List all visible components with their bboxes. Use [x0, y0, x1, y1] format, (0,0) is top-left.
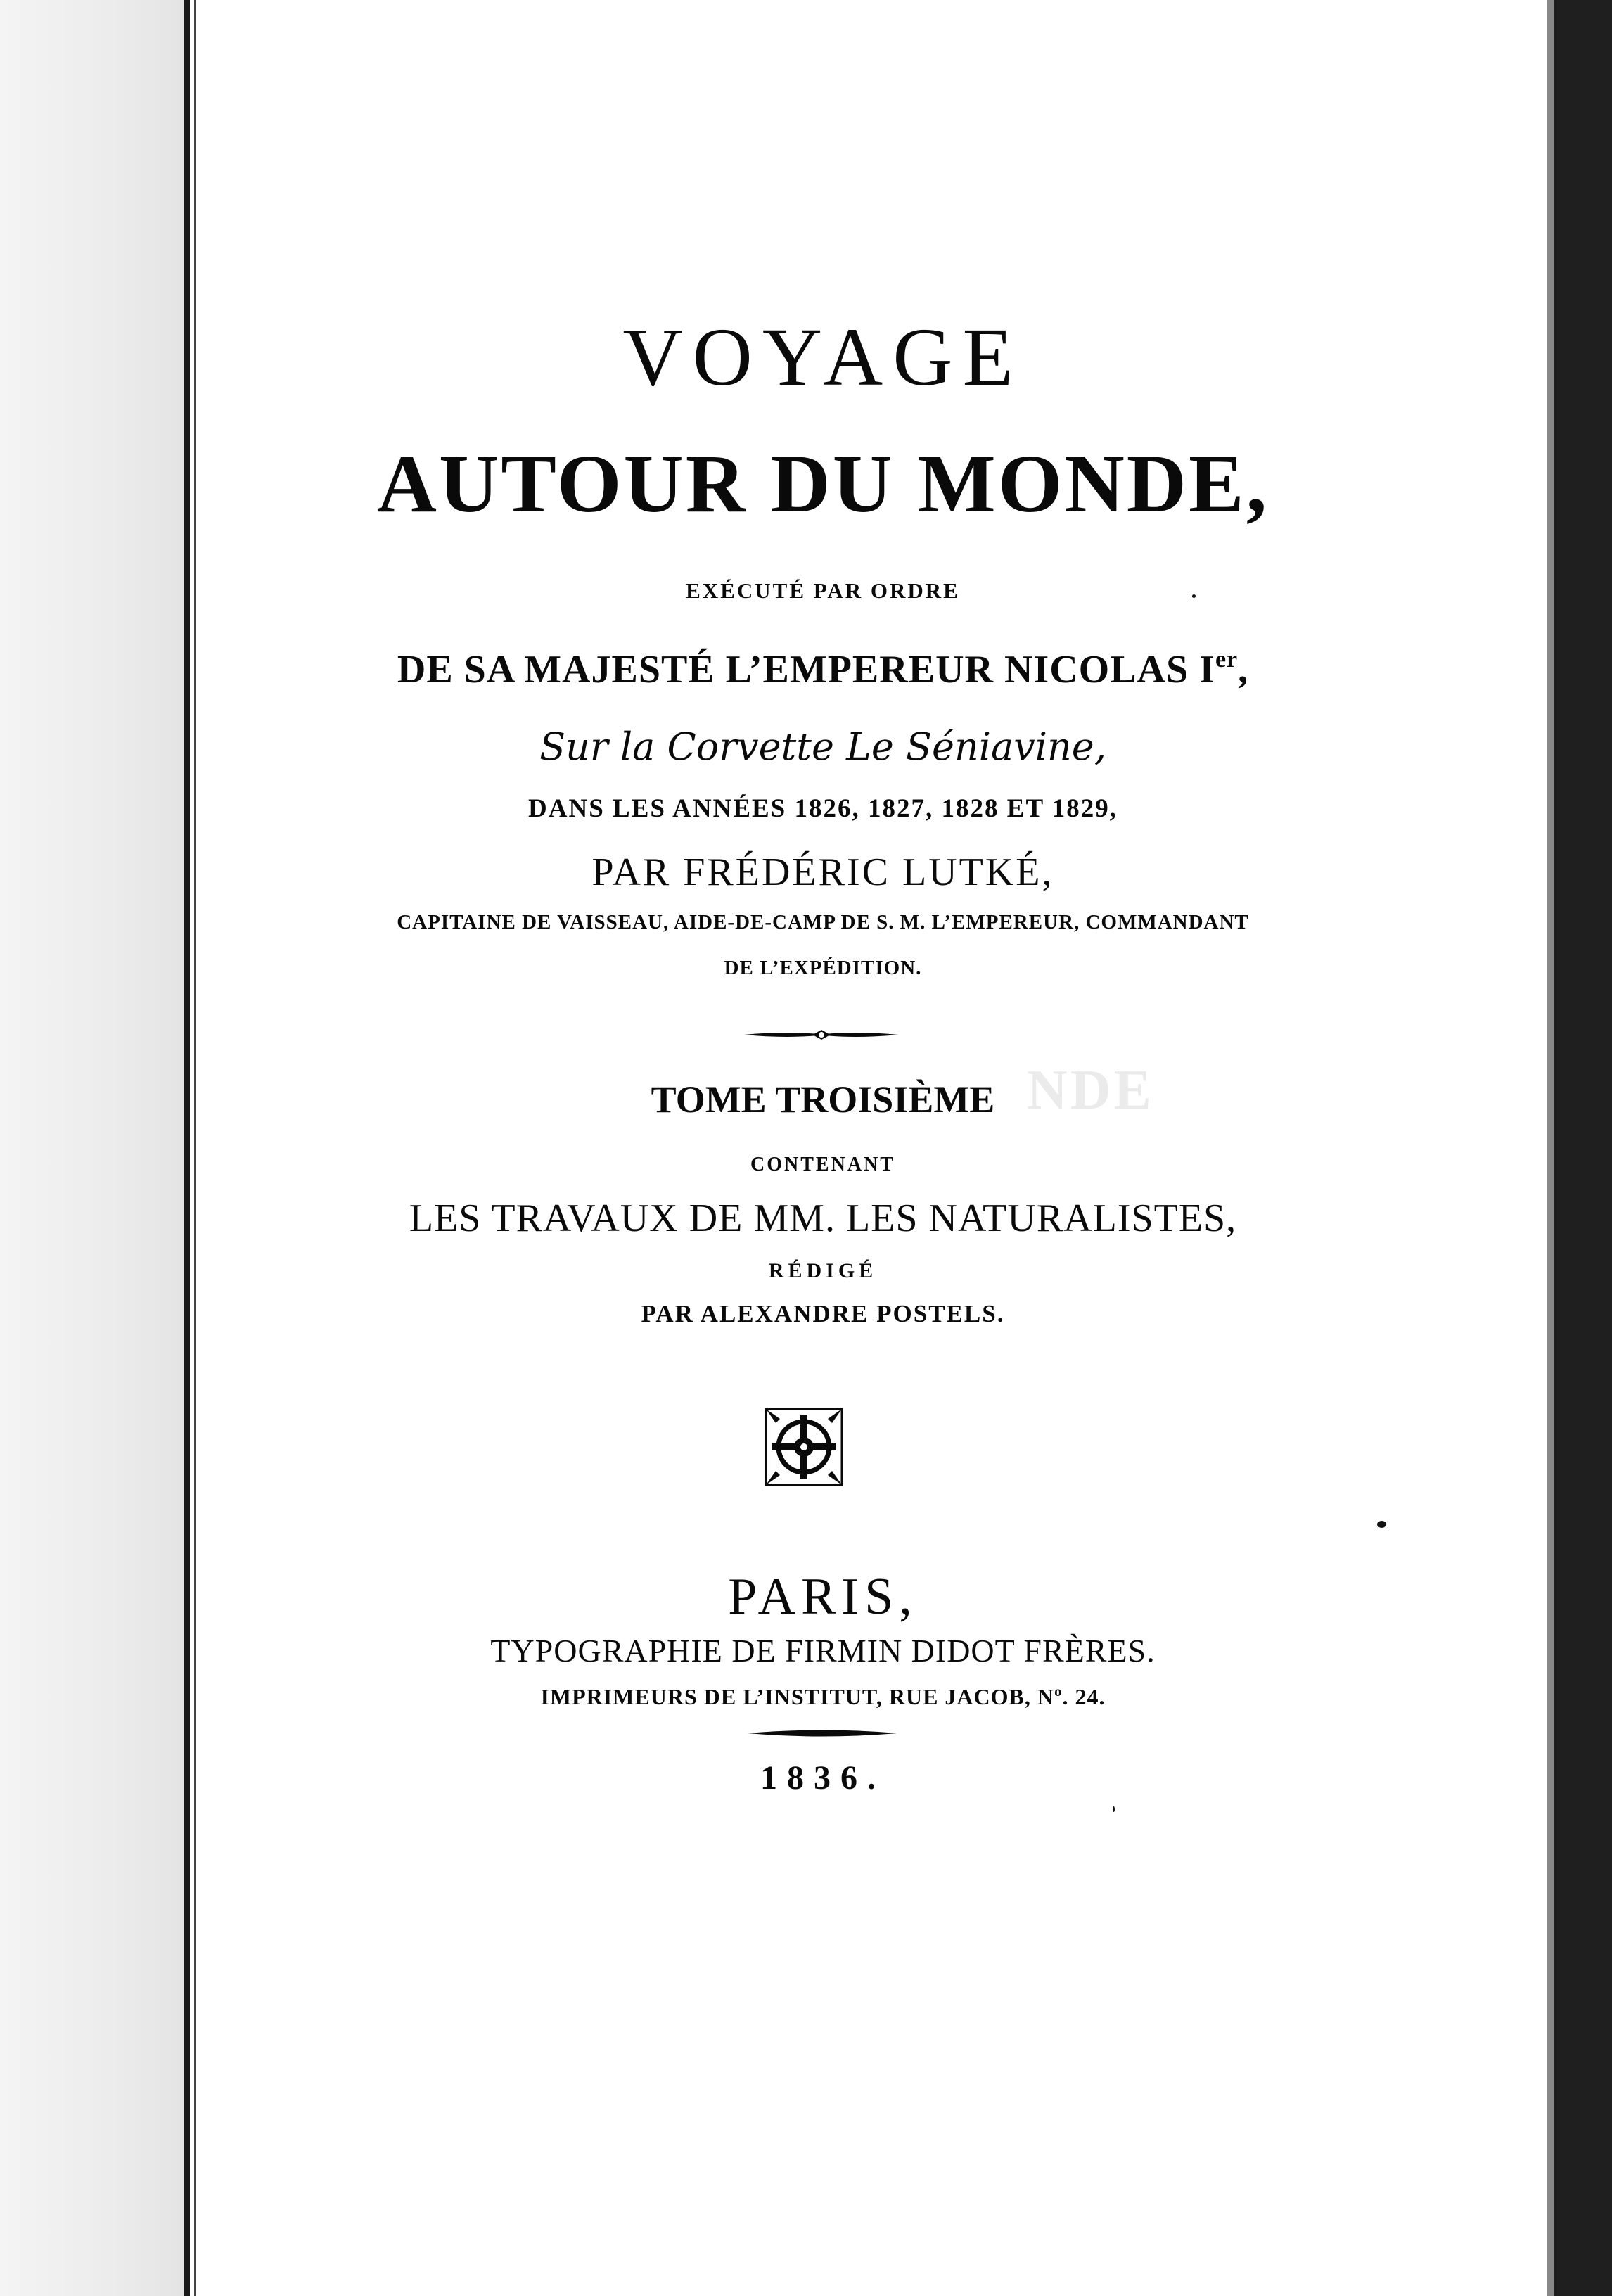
- author-name: PAR FRÉDÉRIC LUTKÉ,: [591, 850, 1054, 894]
- edited-label: RÉDIGÉ: [768, 1259, 878, 1282]
- majesty-text: DE SA MAJESTÉ L’EMPEREUR NICOLAS I: [397, 648, 1215, 691]
- author-titles-line-1: CAPITAINE DE VAISSEAU, AIDE-DE-CAMP DE S. M. L’EMPEREUR, COMMANDANT: [397, 911, 1249, 933]
- ornamental-rule-top: [744, 1026, 899, 1043]
- imprint-city: PARIS,: [728, 1568, 918, 1626]
- editor-name: PAR ALEXANDRE POSTELS.: [641, 1300, 1005, 1327]
- title-line-autour-du-monde: AUTOUR DU MONDE,: [376, 438, 1269, 530]
- title-line-voyage: VOYAGE: [622, 311, 1023, 403]
- scan-speck: [1192, 594, 1196, 598]
- scan-left-page-edge: [0, 0, 184, 2296]
- scan-right-border: [1554, 0, 1612, 2296]
- imprint-printer: TYPOGRAPHIE DE FIRMIN DIDOT FRÈRES.: [490, 1633, 1156, 1669]
- publication-year: 1836.: [760, 1759, 885, 1797]
- scan-speck: [1377, 1521, 1386, 1528]
- printer-vignette-icon: [762, 1405, 846, 1489]
- majesty-line: [295, 647, 1350, 692]
- ornamental-rule-bottom: [748, 1725, 897, 1742]
- scan-speck: [1113, 1806, 1115, 1812]
- show-through-text: NDE: [1027, 1059, 1154, 1121]
- page-right-edge: [1547, 0, 1554, 2296]
- containing-label: CONTENANT: [750, 1154, 895, 1175]
- majesty-superscript: er: [1215, 646, 1239, 672]
- author-titles-line-2: DE L’EXPÉDITION.: [724, 957, 922, 979]
- executed-by-order: EXÉCUTÉ PAR ORDRE: [686, 578, 960, 603]
- ship-line-handwritten: Sur la Corvette Le Séniavine,: [539, 725, 1106, 769]
- naturalists-works: LES TRAVAUX DE MM. LES NATURALISTES,: [409, 1197, 1237, 1240]
- years-line: DANS LES ANNÉES 1826, 1827, 1828 ET 1829,: [528, 794, 1118, 823]
- binding-gutter-shadow: [184, 0, 190, 2296]
- volume-number: TOME TROISIÈME: [651, 1078, 995, 1121]
- imprint-address: IMPRIMEURS DE L’INSTITUT, RUE JACOB, Nº. 24.: [540, 1684, 1106, 1709]
- majesty-punctuation: ,: [1238, 648, 1249, 691]
